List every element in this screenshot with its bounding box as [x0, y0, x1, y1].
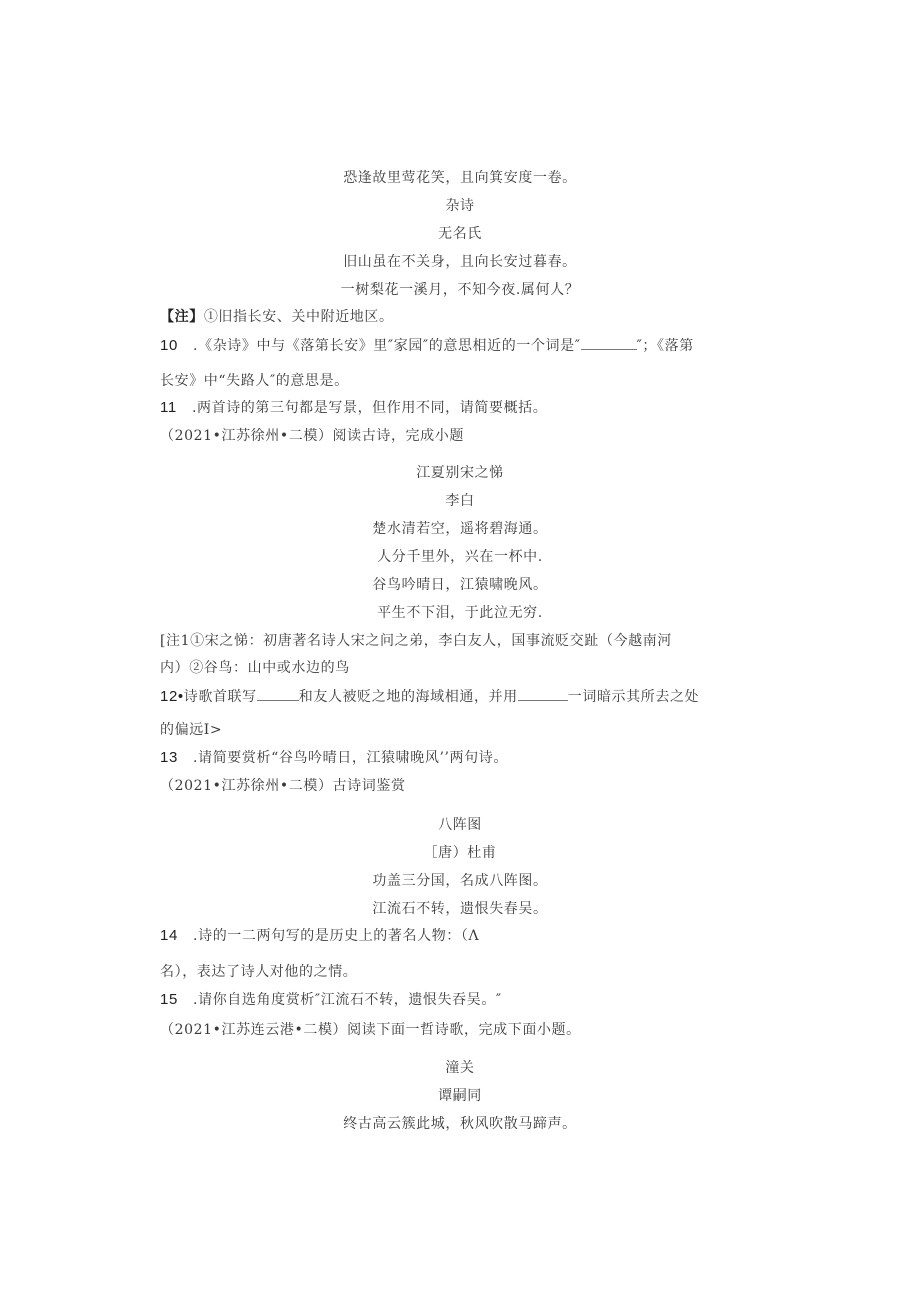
poem-author: 李白	[445, 493, 475, 509]
poem-line: 人分千里外，兴在一杯中.	[377, 549, 543, 565]
poem-line: 功盖三分国，名成八阵图。	[372, 873, 548, 889]
question-text: .《杂诗》中与《落第长安》里″家园″的意思相近的一个词是″	[193, 338, 581, 354]
poem-title: 江夏别宋之悌	[416, 465, 504, 481]
question-14	[160, 926, 479, 946]
question-number: 11	[160, 399, 177, 416]
question-14-cont: 名），表达了诗人对他的之情。	[160, 964, 358, 980]
section-source: （2021•江苏徐州•二模）阅读古诗，完成小题	[160, 428, 464, 444]
poem-title: 潼关	[445, 1060, 475, 1076]
question-13	[160, 748, 508, 768]
poem-line: 旧山虽在不关身，且向长安过暮春。	[343, 254, 577, 270]
answer-blank[interactable]	[581, 335, 637, 350]
poem-title: 八阵图	[438, 817, 482, 833]
poem-line: 江流石不转，遗恨失春吴。	[372, 901, 548, 917]
question-number: 10	[160, 337, 178, 354]
annotation: [注1①宋之悌：初唐著名诗人宋之问之弟，李白友人，国事流贬交趾（今越南河	[160, 633, 672, 649]
section-source: （2021•江苏连云港•二模）阅读下面一哲诗歌，完成下面小题。	[160, 1022, 581, 1038]
poem-author: 谭嗣同	[438, 1088, 482, 1104]
answer-blank[interactable]	[257, 686, 299, 701]
poem-author: 无名氏	[438, 226, 482, 242]
poem-line: 谷鸟吟晴日，江猿啸晚风。	[372, 577, 548, 593]
poem-line: 恐逢故里莺花笑，且向箕安度一卷。	[343, 170, 577, 186]
poem-line: 楚水清若空，遥将碧海通。	[372, 521, 548, 537]
question-15	[160, 990, 502, 1010]
question-12-cont: 的偏远I>	[160, 722, 223, 738]
poem-line: 平生不下泪，于此泣无穷.	[377, 605, 543, 621]
question-number: 12•	[160, 688, 184, 705]
annotation: 内）②谷鸟：山中或水边的鸟	[160, 660, 350, 676]
poem-line: 终古高云簇此城，秋风吹散马蹄声。	[343, 1116, 577, 1132]
answer-blank[interactable]	[518, 686, 568, 701]
question-12	[160, 686, 699, 707]
question-number: 13	[160, 749, 178, 766]
question-text: 诗歌首联写	[183, 689, 257, 705]
question-text: 一词暗示其所去之处	[567, 689, 700, 705]
question-text: .请简要赏析“谷鸟吟晴日，江猿啸晚风’’两句诗。	[193, 750, 508, 766]
question-text: .两首诗的第三句都是写景，但作用不同，请简要概括。	[191, 400, 548, 416]
question-11	[160, 398, 547, 418]
question-text: .诗的一二两句写的是历史上的著名人物：（Λ	[193, 928, 480, 944]
question-text: ″；《落第	[636, 338, 694, 354]
note-label: 【注】	[160, 309, 204, 325]
question-text: 和友人被贬之地的海域相通，并用	[298, 689, 518, 705]
question-number: 14	[160, 927, 178, 944]
poem-line: 一树梨花一溪月，不知今夜.属何人？	[340, 282, 580, 298]
note-text: ①旧指长安、关中附近地区。	[203, 309, 394, 325]
question-number: 15	[160, 991, 178, 1008]
poem-title: 杂诗	[445, 198, 475, 214]
question-10-cont: 长安》中“失路人″的意思是。	[160, 373, 349, 389]
question-text: .请你自选角度赏析″江流石不转，遗恨失吞吴。″	[193, 992, 502, 1008]
annotation	[160, 307, 394, 327]
section-source: （2021•江苏徐州•二模）古诗词鉴赏	[160, 778, 406, 794]
question-10	[160, 335, 694, 356]
poem-author: ［唐）杜甫	[423, 845, 497, 861]
